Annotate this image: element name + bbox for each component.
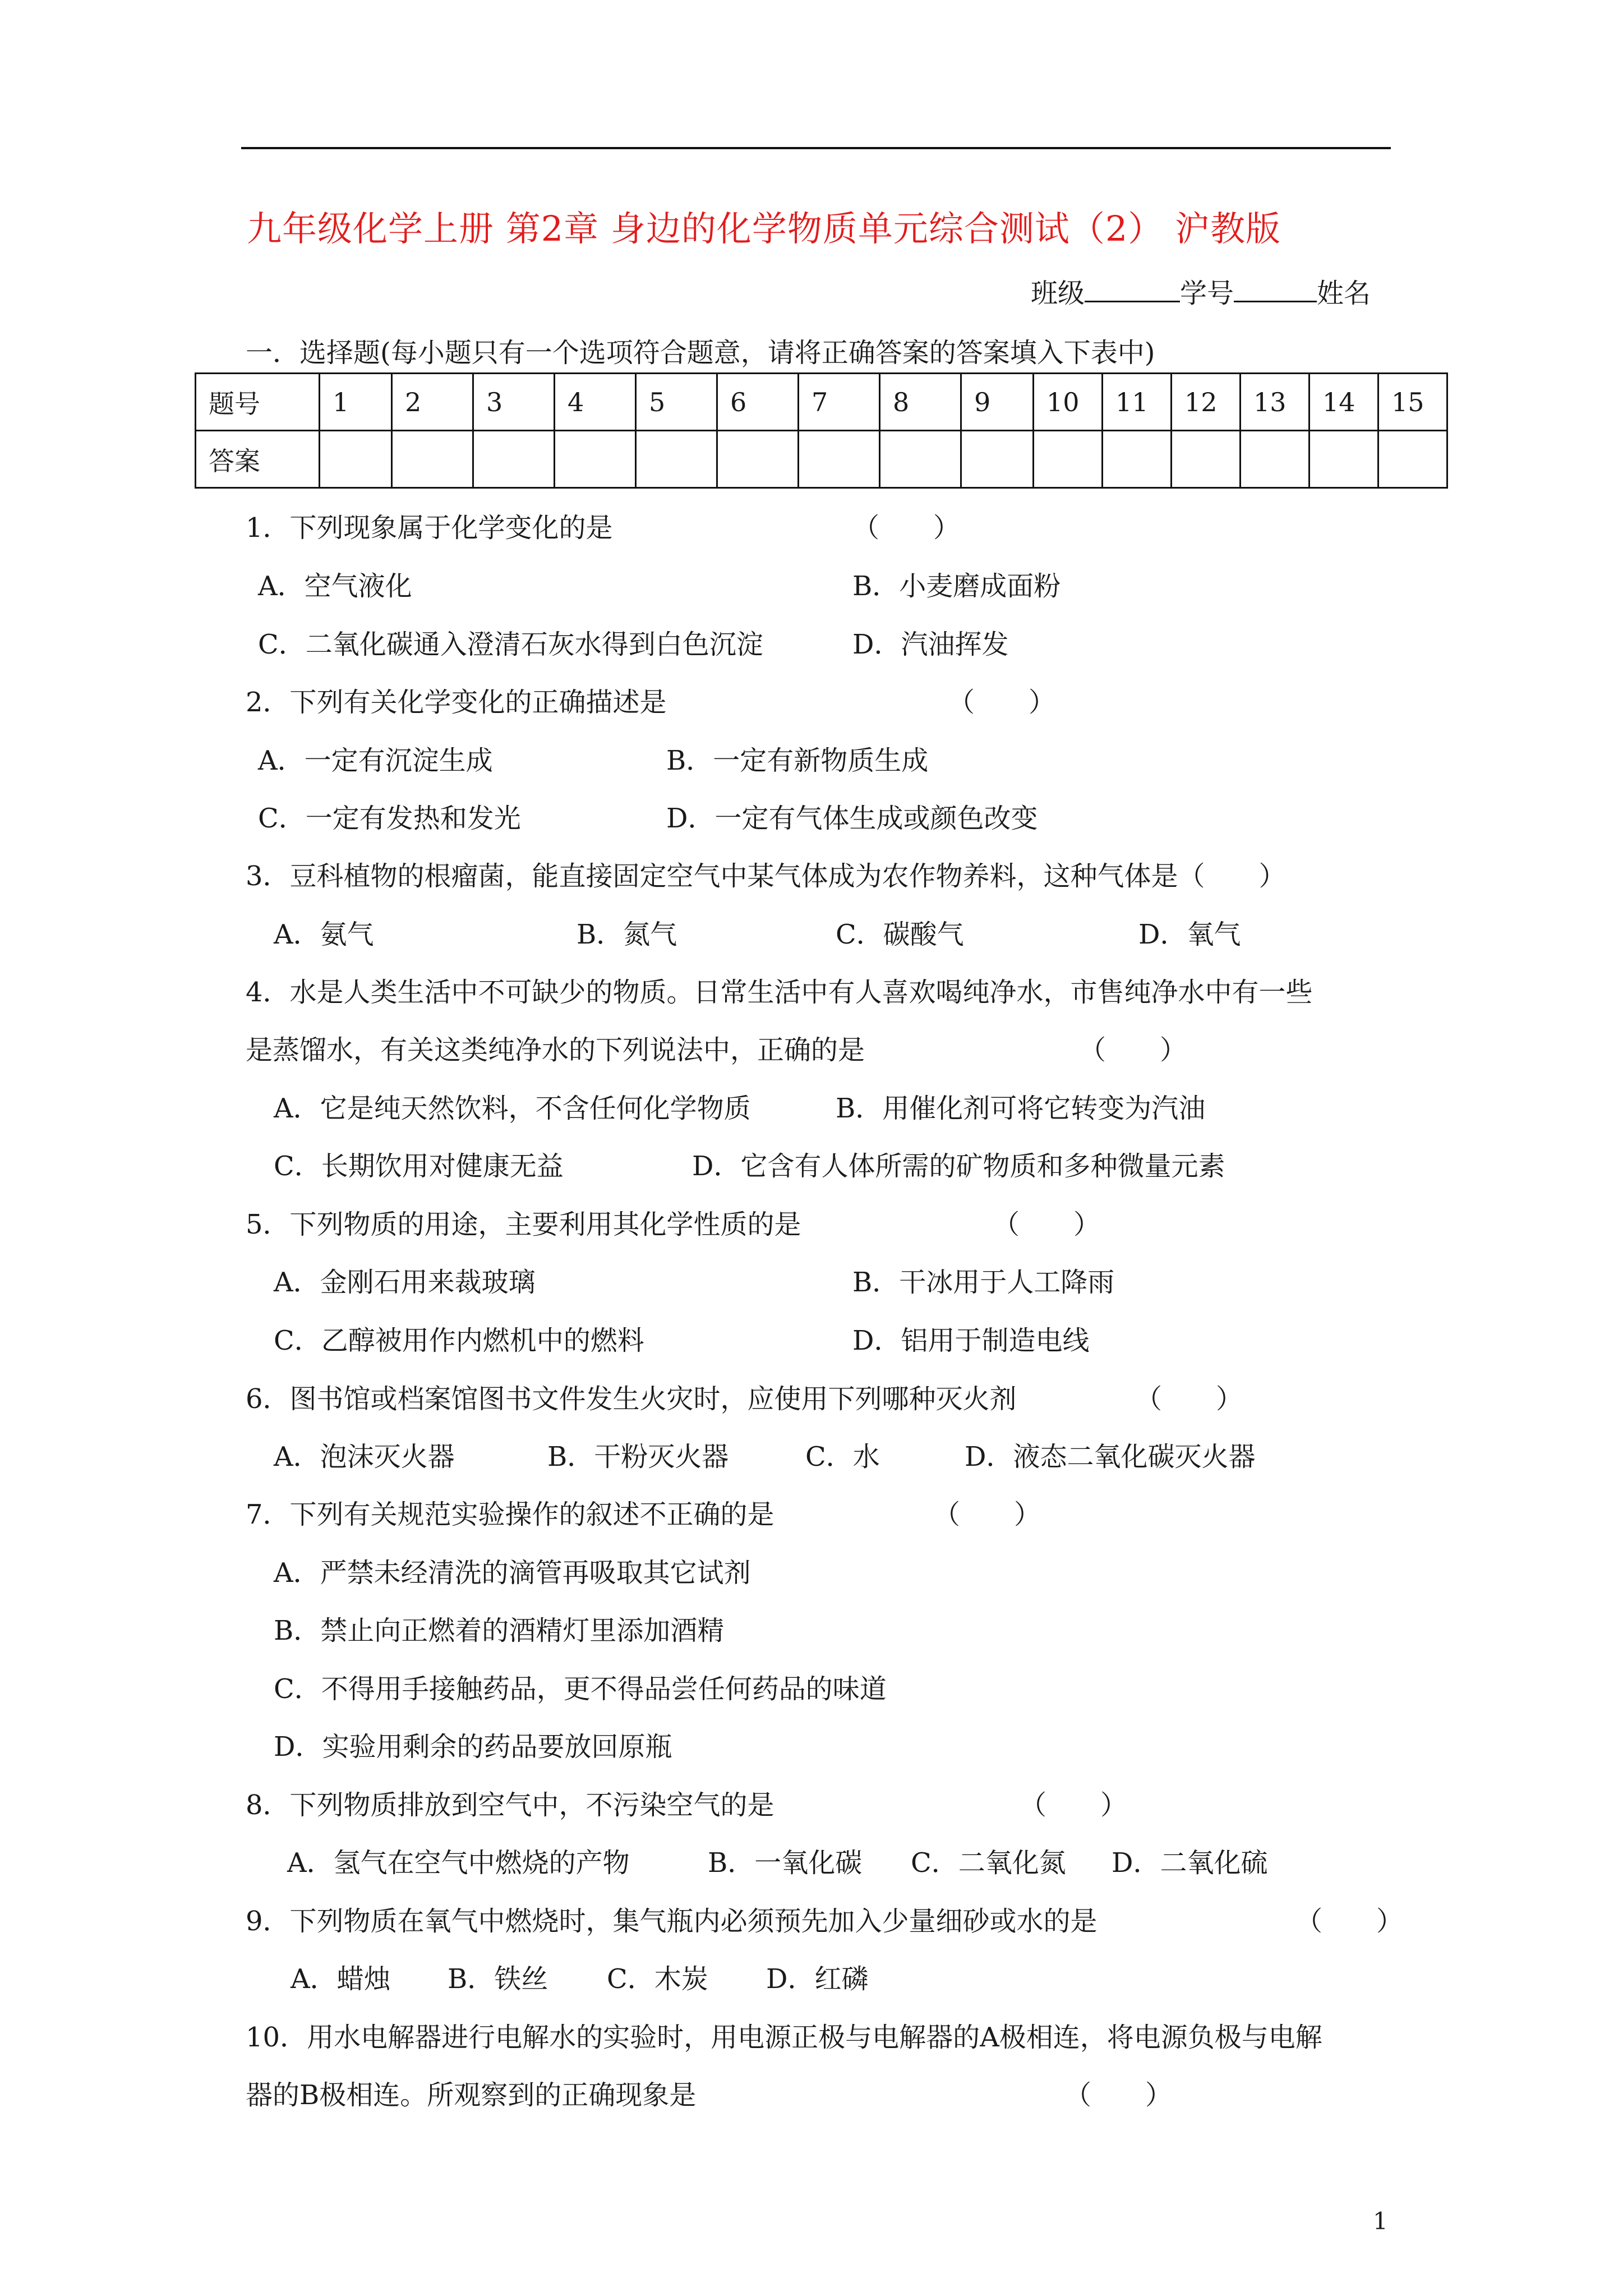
option-d: D．汽油挥发 [852, 629, 1009, 660]
question-4-paren: （ ） [1079, 1034, 1187, 1066]
option-b: B．一定有新物质生成 [666, 745, 929, 776]
answer-cell[interactable] [473, 431, 555, 488]
question-9-paren: （ ） [1295, 1906, 1404, 1937]
answer-cell[interactable] [880, 431, 961, 488]
question-4: 4．水是人类生活中不可缺少的物质。日常生活中有人喜欢喝纯净水，市售纯净水中有一些 [246, 977, 1313, 1008]
question-6-paren: （ ） [1135, 1383, 1243, 1415]
option-b: B．用催化剂可将它转变为汽油 [836, 1093, 1206, 1124]
option-c: C．水 [805, 1441, 880, 1473]
header-rule [241, 147, 1391, 149]
option-b: B．禁止向正燃着的酒精灯里添加酒精 [274, 1615, 725, 1646]
question-number-cell: 11 [1103, 374, 1172, 431]
question-number-cell: 10 [1034, 374, 1103, 431]
option-d: D．一定有气体生成或颜色改变 [666, 803, 1038, 834]
question-number-cell: 3 [473, 374, 555, 431]
option-d: D．铝用于制造电线 [852, 1325, 1090, 1356]
option-a: A．蜡烛 [291, 1963, 391, 1995]
question-8-paren: （ ） [1020, 1789, 1128, 1821]
option-d: D．它含有人体所需的矿物质和多种微量元素 [692, 1151, 1225, 1182]
class-label: 班级 [1031, 278, 1085, 309]
question-number-cell: 13 [1241, 374, 1310, 431]
document-title: 九年级化学上册 第2章 身边的化学物质单元综合测试（2） 沪教版 [247, 208, 1281, 249]
question-number-cell: 8 [880, 374, 961, 431]
option-a: A．金刚石用来裁玻璃 [274, 1267, 536, 1298]
question-9: 9．下列物质在氧气中燃烧时，集气瓶内必须预先加入少量细砂或水的是 [246, 1906, 1098, 1937]
answer-cell[interactable] [392, 431, 473, 488]
option-c: C．二氧化氮 [911, 1847, 1066, 1879]
option-d: D．氧气 [1138, 919, 1241, 950]
question-1: 1．下列现象属于化学变化的是 [246, 512, 613, 544]
question-number-cell: 7 [799, 374, 880, 431]
question-7: 7．下列有关规范实验操作的叙述不正确的是 [246, 1499, 774, 1530]
question-number-cell: 1 [320, 374, 392, 431]
question-4-continued: 是蒸馏水，有关这类纯净水的下列说法中，正确的是 [246, 1034, 865, 1066]
option-b: B．铁丝 [448, 1963, 548, 1995]
question-number-cell: 9 [961, 374, 1034, 431]
class-blank[interactable] [1085, 277, 1180, 302]
name-label: 姓名 [1317, 278, 1371, 309]
option-a: A．一定有沉淀生成 [258, 745, 493, 776]
question-number-cell: 6 [717, 374, 799, 431]
section-heading: 一．选择题(每小题只有一个选项符合题意，请将正确答案的答案填入下表中) [246, 337, 1155, 369]
answer-cell[interactable] [1034, 431, 1103, 488]
option-d: D．二氧化硫 [1112, 1847, 1268, 1879]
option-c: C．木炭 [607, 1963, 708, 1995]
question-2: 2．下列有关化学变化的正确描述是 [246, 687, 667, 718]
question-number-cell: 15 [1378, 374, 1447, 431]
option-a: A．泡沫灭火器 [274, 1441, 455, 1473]
question-5-paren: （ ） [993, 1209, 1101, 1240]
answer-table-answer-row [196, 431, 1447, 488]
option-a: A．严禁未经清洗的滴管再吸取其它试剂 [274, 1557, 751, 1589]
answer-cell[interactable] [636, 431, 717, 488]
option-c: C．不得用手接触药品，更不得品尝任何药品的味道 [274, 1673, 887, 1705]
option-b: B．一氧化碳 [708, 1847, 863, 1879]
option-b: B．小麦磨成面粉 [852, 570, 1061, 602]
answer-cell[interactable] [717, 431, 799, 488]
answer-cell[interactable] [1172, 431, 1241, 488]
question-10: 10．用水电解器进行电解水的实验时，用电源正极与电解器的A极相连，将电源负极与电解 [246, 2022, 1322, 2053]
question-number-cell: 2 [392, 374, 473, 431]
answer-cell[interactable] [555, 431, 636, 488]
question-number-cell: 14 [1310, 374, 1378, 431]
question-number-cell: 5 [636, 374, 717, 431]
option-c: C．一定有发热和发光 [258, 803, 521, 834]
question-3: 3．豆科植物的根瘤菌，能直接固定空气中某气体成为农作物养料，这种气体是（ ） [246, 861, 1286, 892]
option-c: C．长期饮用对健康无益 [274, 1151, 564, 1182]
question-1-paren: （ ） [852, 512, 961, 544]
option-a: A．它是纯天然饮料，不含任何化学物质 [274, 1093, 751, 1124]
option-c: C．乙醇被用作内燃机中的燃料 [274, 1325, 644, 1356]
question-number-cell: 12 [1172, 374, 1241, 431]
option-a: A．空气液化 [258, 570, 412, 602]
answer-table [195, 372, 1448, 489]
answer-table-header-row [196, 374, 1447, 431]
option-b: B．干冰用于人工降雨 [852, 1267, 1115, 1298]
option-d: D．液态二氧化碳灭火器 [965, 1441, 1256, 1473]
question-2-paren: （ ） [948, 687, 1056, 718]
question-6: 6．图书馆或档案馆图书文件发生火灾时，应使用下列哪种灭火剂 [246, 1383, 1017, 1415]
question-10-paren: （ ） [1064, 2079, 1173, 2111]
student-info [1031, 272, 1371, 310]
answer-cell[interactable] [1310, 431, 1378, 488]
header-label-cell: 题号 [196, 374, 320, 431]
option-d: D．红磷 [766, 1963, 869, 1995]
question-number-cell: 4 [555, 374, 636, 431]
answer-cell[interactable] [1103, 431, 1172, 488]
page-number: 1 [1373, 2207, 1388, 2235]
question-5: 5．下列物质的用途，主要利用其化学性质的是 [246, 1209, 801, 1240]
option-b: B．干粉灭火器 [547, 1441, 729, 1473]
answer-cell[interactable] [799, 431, 880, 488]
answer-label-cell: 答案 [196, 431, 320, 488]
question-7-paren: （ ） [933, 1499, 1041, 1530]
option-c: C．碳酸气 [836, 919, 964, 950]
answer-cell[interactable] [961, 431, 1034, 488]
number-label: 学号 [1180, 278, 1234, 309]
question-8: 8．下列物质排放到空气中，不污染空气的是 [246, 1789, 774, 1821]
option-c: C．二氧化碳通入澄清石灰水得到白色沉淀 [258, 629, 763, 660]
answer-cell[interactable] [320, 431, 392, 488]
answer-cell[interactable] [1241, 431, 1310, 488]
answer-cell[interactable] [1378, 431, 1447, 488]
number-blank[interactable] [1234, 277, 1317, 302]
option-a: A．氢气在空气中燃烧的产物 [287, 1847, 630, 1879]
option-a: A．氨气 [274, 919, 374, 950]
option-d: D．实验用剩余的药品要放回原瓶 [274, 1731, 672, 1763]
question-10-continued: 器的B极相连。所观察到的正确现象是 [246, 2079, 697, 2111]
option-b: B．氮气 [577, 919, 677, 950]
